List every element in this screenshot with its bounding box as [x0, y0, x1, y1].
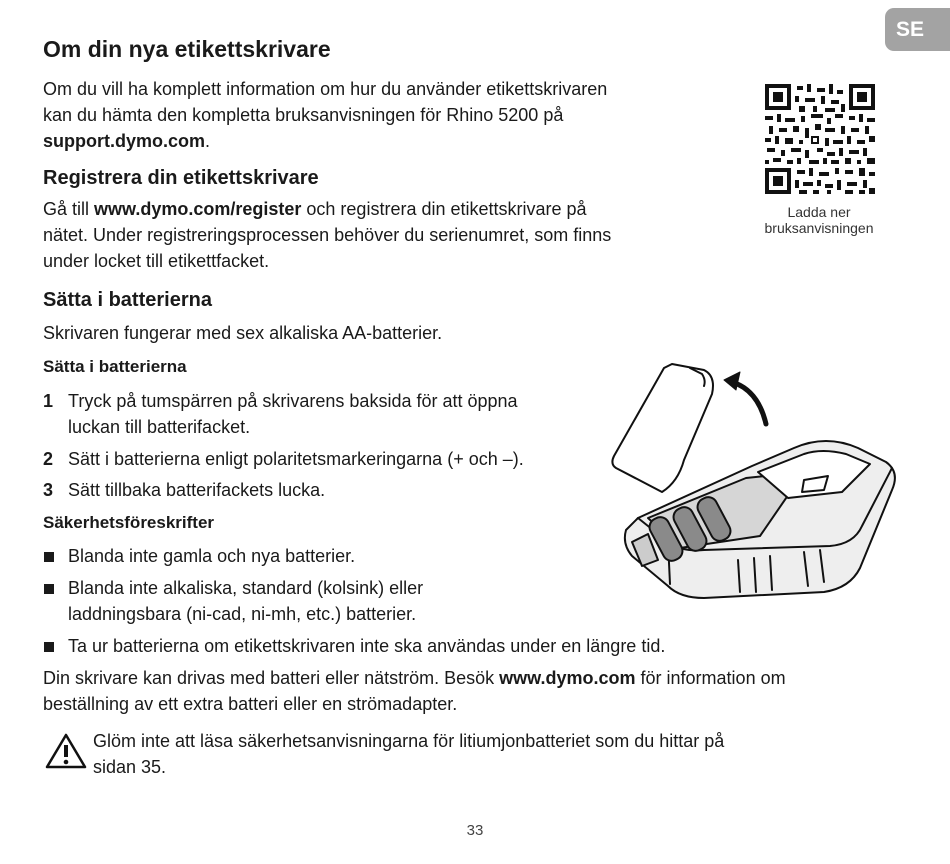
warning-line-2: sidan 35.	[93, 757, 167, 777]
step-text: Tryck på tumspärren på skrivarens baksida för att öppna	[68, 391, 518, 411]
safety-text: Blanda inte gamla och nya batterier.	[68, 546, 356, 566]
safety-text: Ta ur batterierna om etikettskrivaren inte ska användas under en längre tid.	[68, 636, 666, 656]
power-pre: Din skrivare kan drivas med batteri eller nätström. Besök	[43, 668, 500, 688]
safety-heading: Säkerhetsföreskrifter	[43, 513, 215, 532]
step-text: Sätt tillbaka batterifackets lucka.	[68, 480, 326, 500]
safety-item	[43, 633, 665, 659]
warning-icon	[45, 733, 87, 769]
batteries-heading: Sätta i batterierna	[43, 289, 212, 311]
bullet-icon	[44, 584, 54, 594]
intro-line-2: kan du hämta den kompletta bruksanvisningen för Rhino 5200 på	[43, 105, 564, 125]
register-line-3: under locket till etikettfacket.	[43, 251, 270, 271]
bullet-icon	[44, 642, 54, 652]
page-number: 33	[466, 822, 484, 839]
safety-text-cont: laddningsbara (ni-cad, ni-mh, etc.) batterier.	[68, 604, 417, 624]
language-tab: SE	[885, 8, 950, 51]
intro-paragraph	[43, 76, 607, 154]
battery-compartment-illustration	[608, 360, 908, 610]
step-number: 1	[43, 391, 54, 411]
safety-item	[43, 575, 423, 627]
power-post: för information om	[635, 668, 786, 688]
warning-line-1: Glöm inte att läsa säkerhetsanvisningarna för litiumjonbatteriet som du hittar på	[93, 731, 725, 751]
register-heading: Registrera din etikettskrivare	[43, 167, 319, 189]
dymo-link[interactable]: www.dymo.com	[499, 668, 636, 688]
step-item	[43, 477, 325, 503]
bullet-icon	[44, 552, 54, 562]
step-number: 2	[43, 449, 54, 469]
safety-item	[43, 543, 355, 569]
batteries-subheading: Sätta i batterierna	[43, 357, 187, 376]
qr-caption-line-1: Ladda ner	[787, 204, 851, 220]
page-title: Om din nya etikettskrivare	[43, 36, 331, 62]
support-link[interactable]: support.dymo.com	[43, 131, 206, 151]
step-number: 3	[43, 480, 54, 500]
warning-text	[93, 728, 724, 780]
qr-caption-line-2: bruksanvisningen	[764, 220, 874, 236]
register-paragraph	[43, 196, 611, 274]
intro-end: .	[205, 131, 211, 151]
power-paragraph	[43, 665, 786, 717]
qr-code-icon	[765, 84, 875, 194]
step-item	[43, 388, 518, 440]
register-post: och registrera din etikettskrivare på	[301, 199, 587, 219]
power-line-2: beställning av ett extra batteri eller en strömadapter.	[43, 694, 458, 714]
safety-text: Blanda inte alkaliska, standard (kolsink) eller	[68, 578, 424, 598]
step-text-cont: luckan till batterifacket.	[68, 417, 251, 437]
register-line-2: nätet. Under registreringsprocessen behöver du serienumret, som finns	[43, 225, 612, 245]
register-pre: Gå till	[43, 199, 95, 219]
step-text: Sätt i batterierna enligt polaritetsmarkeringarna (+ och –).	[68, 449, 524, 469]
register-link[interactable]: www.dymo.com/register	[94, 199, 302, 219]
step-item	[43, 446, 524, 472]
intro-line-1: Om du vill ha komplett information om hur du använder etikettskrivaren	[43, 79, 608, 99]
qr-caption	[745, 204, 893, 236]
batteries-text: Skrivaren fungerar med sex alkaliska AA-batterier.	[43, 323, 443, 343]
